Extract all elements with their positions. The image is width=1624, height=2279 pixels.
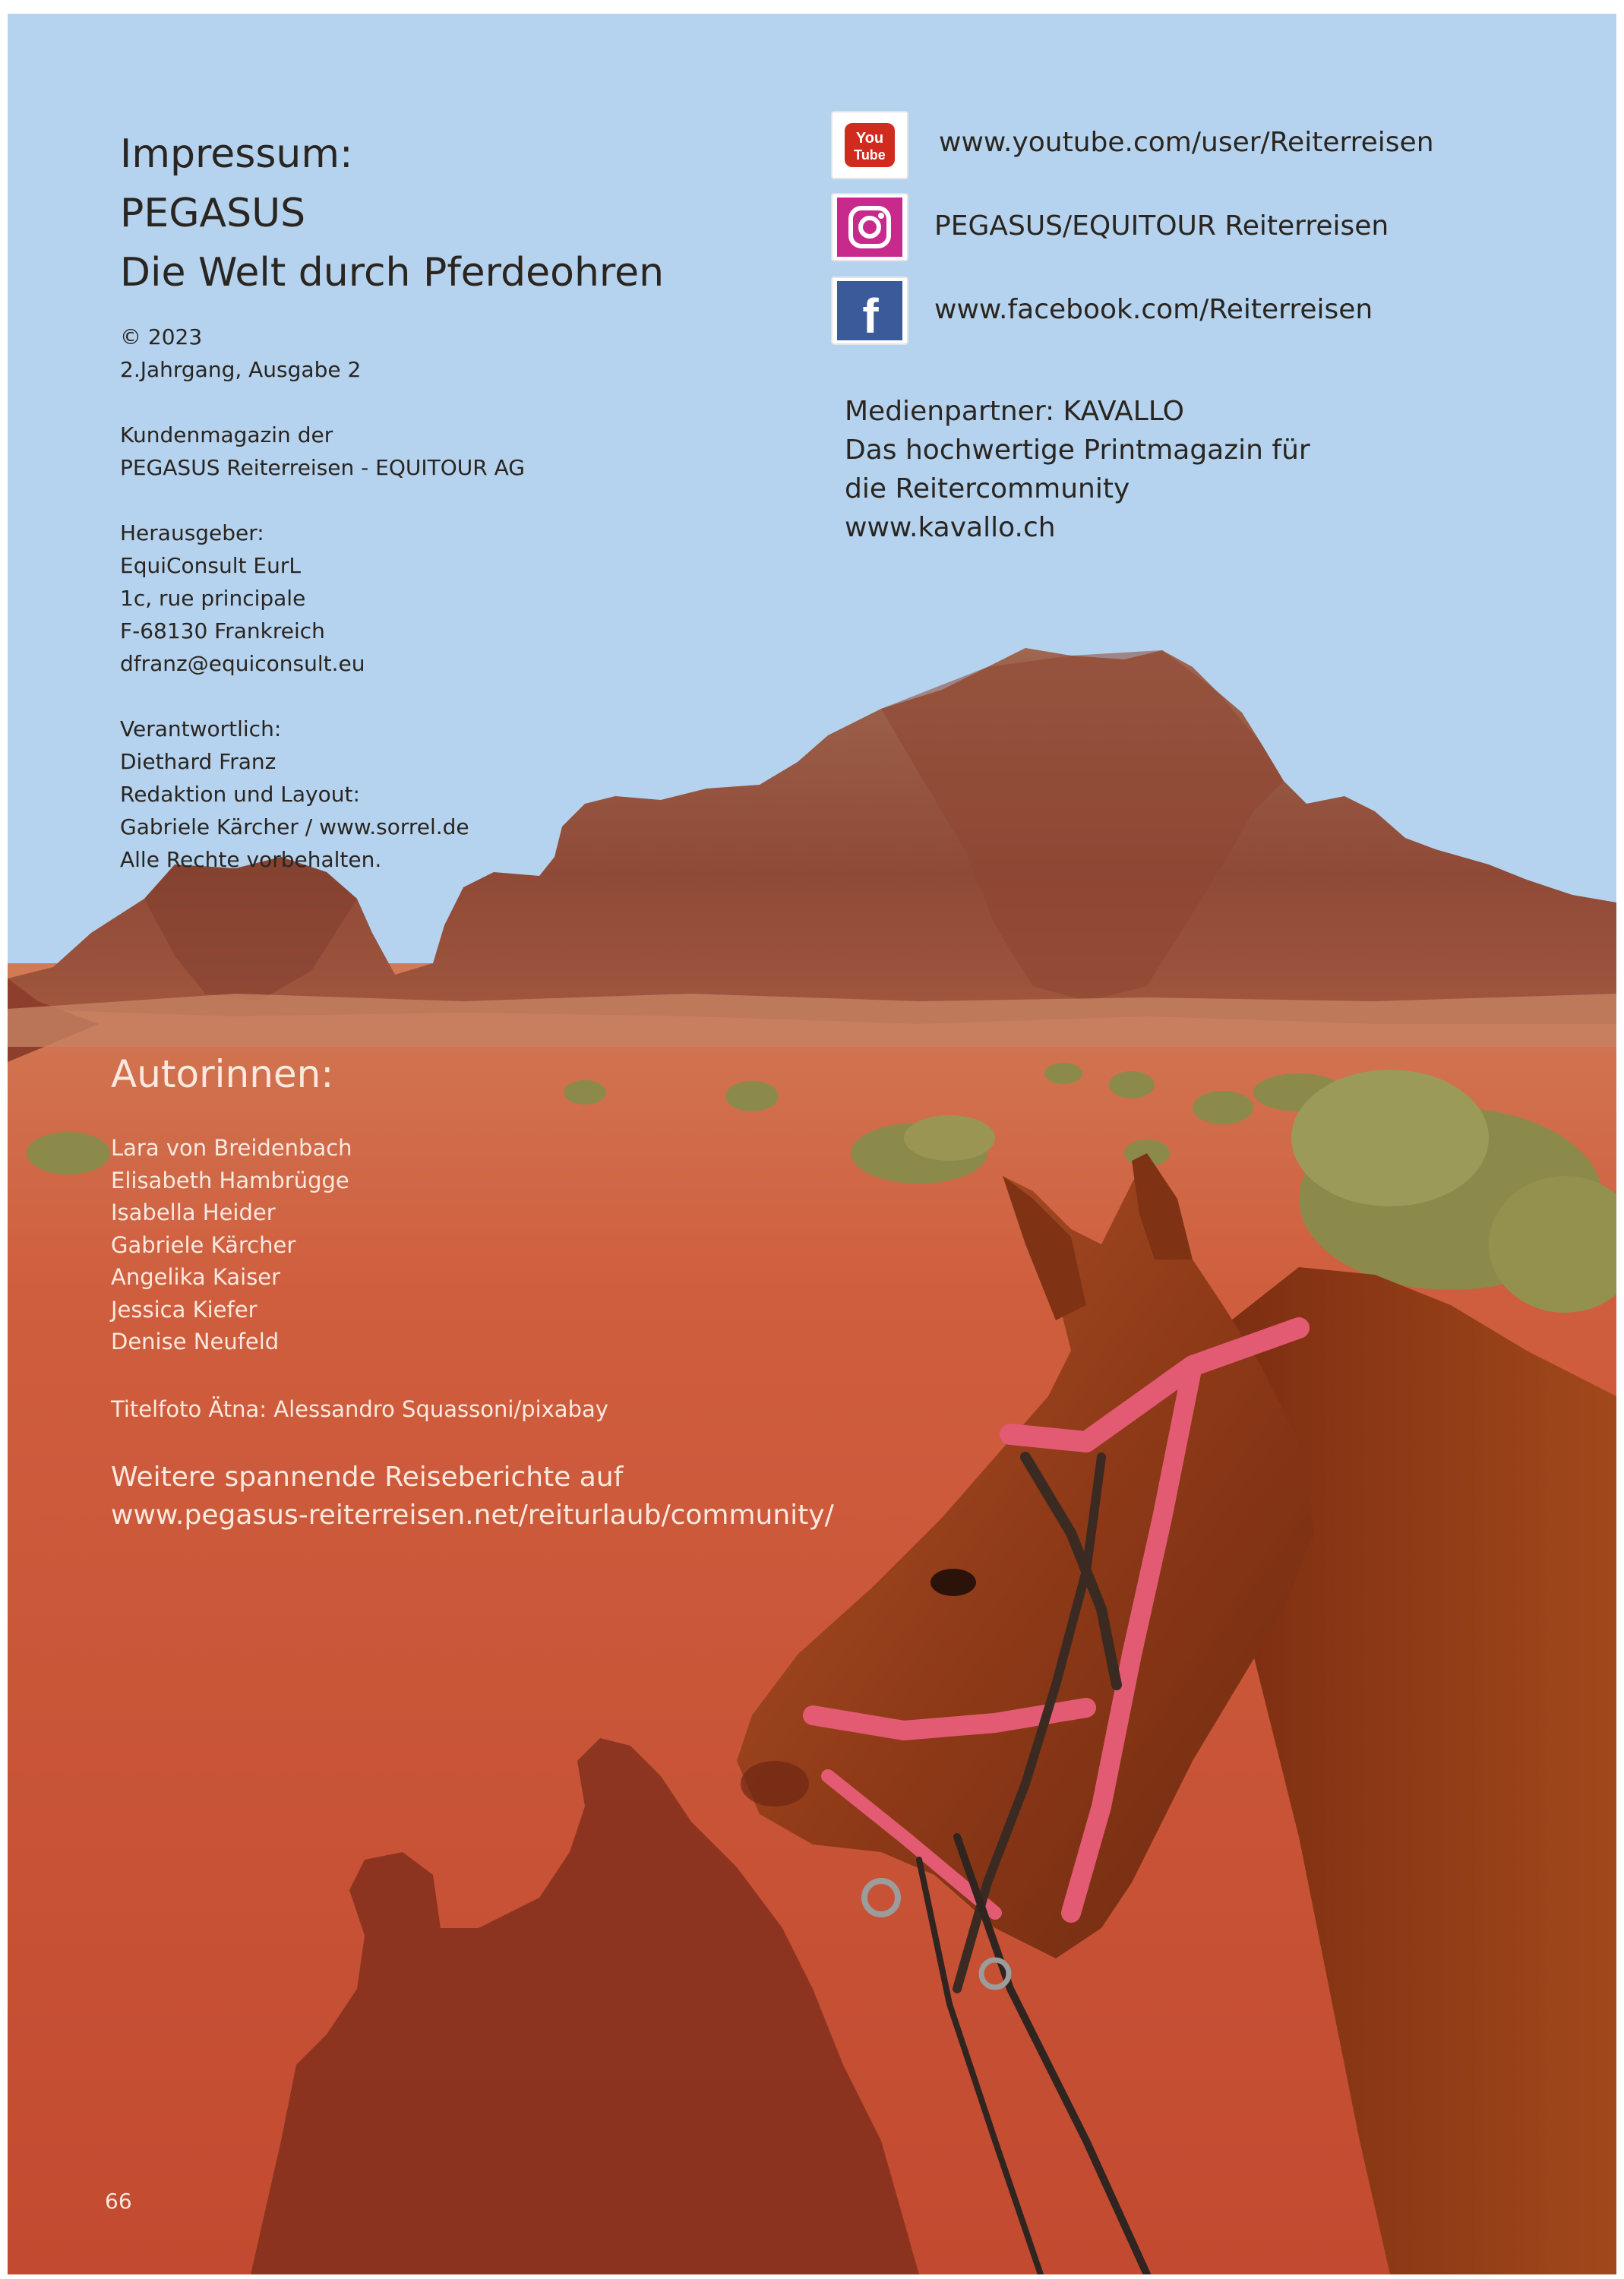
media-partner-line: Medienpartner: KAVALLO: [845, 396, 1184, 427]
media-partner-line: Das hochwertige Printmagazin für: [845, 435, 1310, 466]
photo-credit: Titelfoto Ätna: Alessandro Squassoni/pixabay: [111, 1396, 608, 1422]
magazine-subtitle: Die Welt durch Pferdeohren: [120, 250, 665, 296]
instagram-icon[interactable]: [831, 193, 908, 261]
authors-list: [111, 1132, 352, 1358]
publisher-city: F-68130 Frankreich: [120, 618, 325, 643]
page: [8, 14, 1616, 2274]
customer-line: PEGASUS Reiterreisen - EQUITOUR AG: [120, 455, 525, 480]
more-reports-text: Weitere spannende Reiseberichte auf: [111, 1462, 624, 1493]
youtube-icon[interactable]: [831, 111, 908, 179]
youtube-badge-top: You: [855, 130, 884, 147]
author-name: Isabella Heider: [111, 1200, 276, 1225]
rights-reserved: Alle Rechte vorbehalten.: [120, 847, 382, 872]
instagram-link[interactable]: PEGASUS/EQUITOUR Reiterreisen: [934, 210, 1389, 242]
magazine-name: PEGASUS: [120, 191, 306, 236]
facebook-glyph: f: [862, 289, 879, 343]
editorial-label: Redaktion und Layout:: [120, 782, 360, 807]
authors-heading: Autorinnen:: [111, 1052, 334, 1096]
copyright: © 2023: [120, 324, 203, 349]
responsible-name: Diethard Franz: [120, 749, 276, 774]
publisher-name: EquiConsult EurL: [120, 553, 301, 578]
youtube-badge-bottom: Tube: [854, 147, 886, 163]
customer-line: Kundenmagazin der: [120, 422, 333, 447]
issue: 2.Jahrgang, Ausgabe 2: [120, 357, 362, 382]
facebook-link[interactable]: www.facebook.com/Reiterreisen: [934, 294, 1373, 325]
publisher-label: Herausgeber:: [120, 520, 264, 545]
author-name: Gabriele Kärcher: [111, 1231, 296, 1258]
youtube-link[interactable]: www.youtube.com/user/Reiterreisen: [939, 127, 1434, 158]
publisher-email[interactable]: dfranz@equiconsult.eu: [120, 651, 365, 676]
responsible-label: Verantwortlich:: [120, 716, 282, 741]
impressum-heading: Impressum:: [120, 131, 353, 177]
author-name: Lara von Breidenbach: [111, 1135, 352, 1161]
impressum-title: [120, 125, 664, 302]
author-name: Angelika Kaiser: [111, 1264, 281, 1290]
media-partner: [845, 392, 1310, 547]
author-name: Denise Neufeld: [111, 1329, 280, 1354]
publisher-street: 1c, rue principale: [120, 586, 306, 611]
media-partner-url[interactable]: www.kavallo.ch: [845, 512, 1056, 543]
facebook-icon[interactable]: [831, 277, 908, 345]
page-number: 66: [105, 2189, 132, 2214]
editorial-name: Gabriele Kärcher / www.sorrel.de: [120, 814, 469, 839]
more-reports-url[interactable]: www.pegasus-reiterreisen.net/reiturlaub/community/: [111, 1500, 834, 1531]
author-name: Elisabeth Hambrügge: [111, 1167, 349, 1193]
more-reports: [111, 1459, 834, 1535]
media-partner-line: die Reitercommunity: [845, 473, 1130, 504]
author-name: Jessica Kiefer: [111, 1296, 258, 1323]
impressum-details: [120, 321, 525, 876]
